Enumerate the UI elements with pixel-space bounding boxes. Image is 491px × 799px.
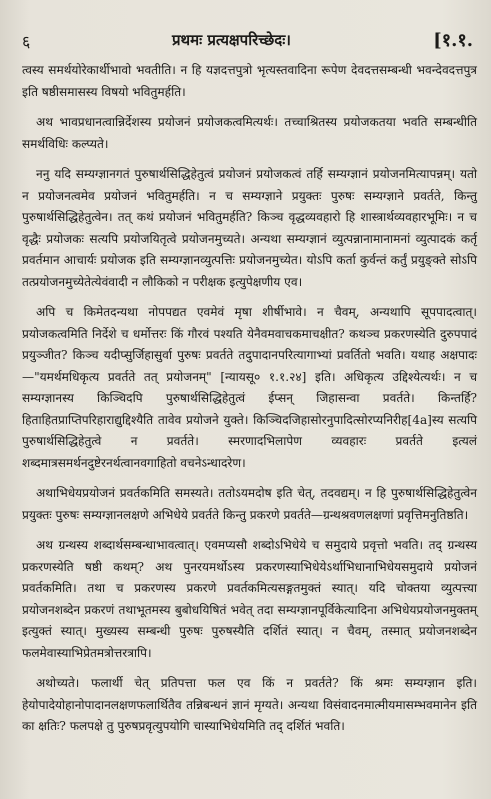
page-number: ६ xyxy=(22,32,31,51)
paragraph-7: अथोच्यते। फलार्थी चेत् प्रतिपत्ता फल एव किं न प्रवर्तते? किं श्रमः सम्यग्ज्ञान इति। हेयोपादेयोहानोपादानलक्षणफलार्थितैव तन्निबन्धनं ज्ञानं मृग्यते। अन्यथा विसंवादनमात्मीयमासम्भवमानेन इति का क्षतिः? फलपक्षे तु पुरुषप्रवृत्युपयोगि चास्याभिधेयमिति तद् दर्शितं भवति। xyxy=(22,676,477,733)
paragraph-4: अपि च किमेतदन्यथा नोपपद्यत एवमेवं मृषा शीर्षीभावे। न चैवम्, अन्यथापि सूपपादत्वात्। प्रयोजकत्वमिति निर्देशे च धर्मोत्तरः किं गौरवं पश्यति येनैवमवाचकमाचक्षीत? कथञ्च प्रकरणस्येति दुरुपपादं प्रयुञ्जीत? किञ्च यदीप्सुर्जिहासुर्वा पुरुषः प्रवर्तते तदुपादानपरित्यागाभ्यां प्रवर्तितो भवति। यथाह अक्षपादः—"यमर्थमधिकृत्य प्रवर्तते तत् प्रयोजनम्" [न्यायसू० १.१.२४] इति। अधिकृत्य उद्दिश्येत्यर्थः। न च सम्यग्ज्ञानस्य किञ्चिदपि पुरुषार्थसिद्धिहेतुत्वं ईप्सन् जिहासन्वा प्रवर्तते। किन्तर्हि? हिताहितप्राप्तिपरिहाराद्युद्दिश्यैति तावेव प्रयोजने युक्ते। किञ्चिदजिहासोरनुपादित्सोरप्यनिरीह[4a]स्य सत्यपि पुरुषार्थसिद्धिहेतुत्वे न प्रवर्तते। स्मरणादभिलापेण व्यवहारः प्रवर्तते इत्यलं शब्दमात्रसमर्थनदुष्टेरनर्थत्वानवगाहितो वचनेऽन्धादरेण। xyxy=(22,305,477,470)
paragraph-6: अथ ग्रन्थस्य शब्दार्थसम्बन्धाभावत्वात्। एवमप्यसौ शब्दोऽभिधेये च समुदाये प्रवृत्तो भवति। तद् ग्रन्थस्य प्रकरणस्येति षष्ठी कथम्? अथ पुनरयमर्थोऽस्य प्रकरणस्याभिधेयेऽर्थाभिधानाभिधेयसमुदाये प्रयोजनं प्रवर्तकमिति। तथा च प्रकरणस्य प्रकरणे प्रवर्तकमित्यसङ्गतमुक्तं स्यात्। यदि चोक्तया व्युत्पत्त्या प्रयोजनशब्देन प्रकरणं तथाभूतमस्य बुबोधयिषितं भवेत् तदा सम्यग्ज्ञानपूर्विकेत्यादिना अभिधेयप्रयोजनमुक्तम् इत्युक्तं स्यात्। मुख्यस्य सम्बन्धी पुरुषः पुरुषस्यैति दर्शितं स्यात्। न चैवम्, तस्मात् प्रयोजनशब्देन फलमेवास्याभिप्रेतमत्रोत्तरत्रापि। xyxy=(22,538,477,660)
body-text xyxy=(22,60,477,738)
paragraph-3: ननु यदि सम्यग्ज्ञानगतं पुरुषार्थसिद्धिहेतुत्वं प्रयोजनं प्रयोजकत्वं तर्हि सम्यग्ज्ञानं प्रयोजनमित्यापन्नम्। यतो न प्रयोजनत्वमेव प्रयोजनं भवितुमर्हति। न च सम्यग्ज्ञाने प्रयुक्तः पुरुषः सम्यग्ज्ञाने प्रवर्तते, किन्तु पुरुषार्थसिद्धिहेतुत्वेन। तत् कथं प्रयोजनं भवितुमर्हति? किञ्च वृद्धव्यवहारो हि शास्त्रार्थव्यवहारभूमिः। न च वृद्धैः प्रयोजकः सत्यपि प्रयोजयितृत्वे प्रयोजनमुच्यते। अन्यथा सम्यग्ज्ञानं व्युत्पन्नानामानामनां व्युत्पादकं कर्तृ प्रवर्तमान आचार्यः प्रयोजक इति सम्यग्ज्ञानव्युत्पत्तिः प्रयोजनमुच्येत। योऽपि कर्ता कुर्वन्तं कर्तुं प्रयुङ्क्ते सोऽपि तत्प्रयोजनमुच्येतेत्येवंवादी न लौकिको न परीक्षक इत्युपेक्षणीय एव। xyxy=(22,167,477,289)
running-title: प्रथमः प्रत्यक्षपरिच्छेदः। xyxy=(172,31,291,49)
paragraph-2: अथ भावप्रधानत्वान्निर्देशस्य प्रयोजनं प्रयोजकत्वमित्यर्थः। तच्चाश्रितस्य प्रयोजकतया भवति सम्बन्धीति समर्थविधिः कल्प्यते। xyxy=(22,115,477,151)
paragraph-5: अथाभिधेयप्रयोजनं प्रवर्तकमिति समस्यते। ततोऽयमदोष इति चेत्, तदवद्यम्। न हि पुरुषार्थसिद्धिहेतुत्वेन प्रयुक्तः पुरुषः सम्यग्ज्ञानलक्षणे अभिधेये प्रवर्तते किन्तु प्रकरणे प्रवर्तते—ग्रन्थश्रवणलक्षणां प्रवृत्तिमनुतिष्ठति। xyxy=(22,486,477,522)
page-header xyxy=(22,0,477,60)
paragraph-1: त्वस्य समर्थयोरेकार्थीभावो भवतीति। न हि यज्ञदत्तपुत्रो भृत्यस्तवादिना रूपेण देवदत्तसम्बन्धी भवन्देवदत्तपुत्र इति षष्ठीसमासस्य विषयो भवितुमर्हति। xyxy=(22,63,477,99)
section-marker: [१.१. xyxy=(433,30,473,51)
